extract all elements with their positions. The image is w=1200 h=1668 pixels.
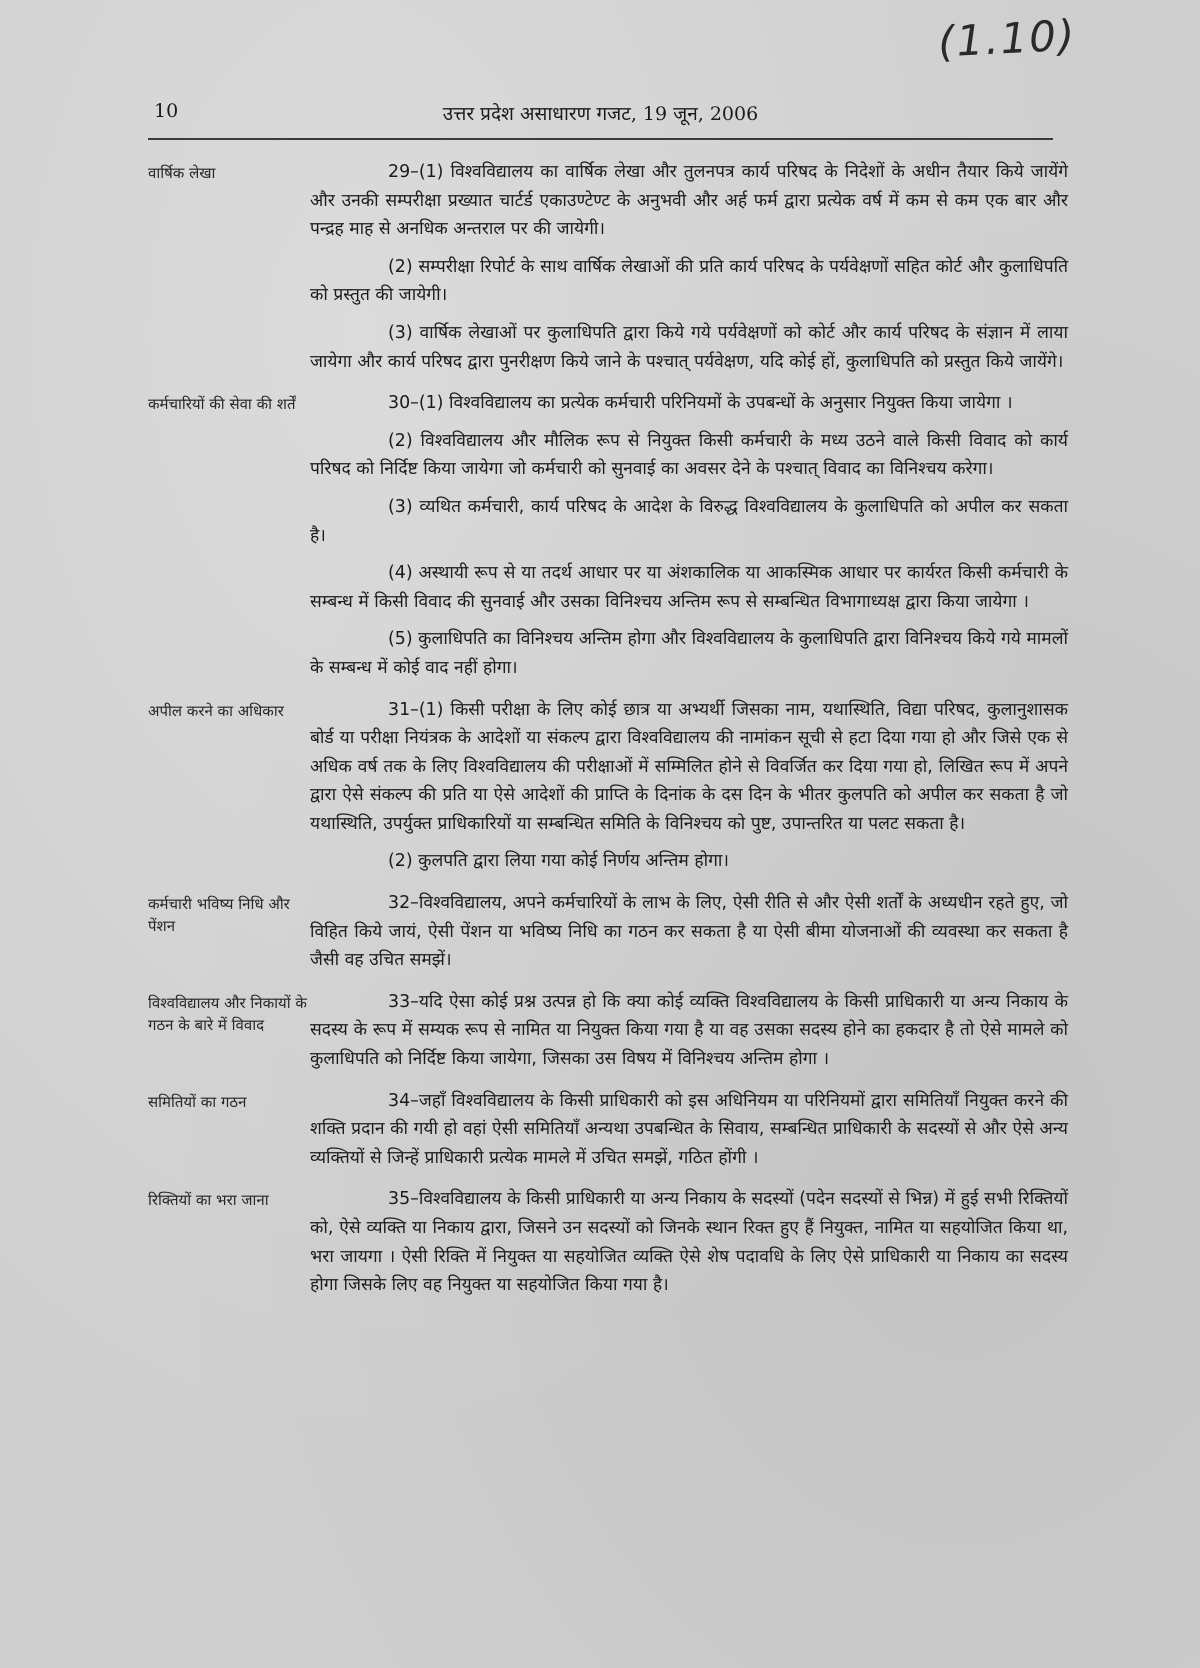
gazette-title: उत्तर प्रदेश असाधारण गजट, 19 जून, 2006 xyxy=(442,103,759,125)
paragraph: 33–यदि ऐसा कोई प्रश्न उत्पन्न हो कि क्या कोई व्यक्ति विश्वविद्यालय के किसी प्राधिकारी या अन्य निकाय के सदस्य के रूप में सम्यक रूप से नामित या नियुक्त किया गया है या वह उसका सदस्य होने का हकदार है तो ऐसे मामले को कुलाधिपति को निर्दिष्ट किया जायेगा, जिसका उस विषय में विनिश्चय अन्तिम होगा । xyxy=(310,991,1068,1070)
margin-note-service-conditions: कर्मचारियों की सेवा की शर्तें xyxy=(148,395,296,414)
paragraph: 35–विश्वविद्यालय के किसी प्राधिकारी या अन्य निकाय के सदस्यों (पदेन सदस्यों से भिन्न) में हुई सभी रिक्तियों को, ऐसे व्यक्ति या निकाय द्वारा, जिसने उन सदस्यों को जिनके स्थान रिक्त हुए हैं नियुक्त, नामित या सहयोजित किया था, भरा जायगा । ऐसी रिक्ति में नियुक्त या सहयोजित व्यक्ति ऐसे शेष पदावधि के लिए ऐसे प्राधिकारी या निकाय का सदस्य होगा जिसके लिए वह नियुक्त या सहयोजित किया गया है। xyxy=(310,1189,1068,1296)
paragraph: 30–(1) विश्वविद्यालय का प्रत्येक कर्मचारी परिनियमों के उपबन्धों के अनुसार नियुक्त किया जायेगा । xyxy=(388,393,1013,414)
paragraph: 31–(1) किसी परीक्षा के लिए कोई छात्र या अभ्यर्थी जिसका नाम, यथास्थिति, विद्या परिषद, कुलानुशासक बोर्ड या परीक्षा नियंत्रक के आदेशों या संकल्प द्वारा विश्वविद्यालय की नामांकन सूची से हटा दिया गया हो और जिसे एक से अधिक वर्ष तक के लिए विश्वविद्यालय की परीक्षाओं में सम्मिलित होने से विवर्जित कर दिया गया हो, लिखित रूप में अपने द्वारा ऐसे संकल्प की प्रति या ऐसे आदेशों की प्राप्ति के दिनांक के दस दिन के भीतर कुलपति को अपील कर सकता है जो यथास्थिति, उपर्युक्त प्राधिकारियों या सम्बन्धित समिति के विनिश्चय को पुष्ट, उपान्तरित या पलट सकता है। xyxy=(310,699,1068,834)
margin-note-right-to-appeal: अपील करने का अधिकार xyxy=(148,701,284,720)
paragraph: (3) व्यथित कर्मचारी, कार्य परिषद के आदेश के विरुद्ध विश्वविद्यालय के कुलाधिपति को अपील कर सकता है। xyxy=(310,496,1068,546)
margin-note-annual-accounts: वार्षिक लेखा xyxy=(148,164,216,182)
section-body xyxy=(310,889,1068,984)
page-header xyxy=(148,98,1053,140)
section-body xyxy=(310,988,1068,1083)
paragraph: (2) विश्वविद्यालय और मौलिक रूप से नियुक्त किसी कर्मचारी के मध्य उठने वाले किसी विवाद को कार्य परिषद को निर्दिष्ट किया जायेगा जो कर्मचारी को सुनवाई का अवसर देने के पश्चात् विवाद का विनिश्चय करेगा। xyxy=(310,430,1068,480)
paragraph: (2) सम्परीक्षा रिपोर्ट के साथ वार्षिक लेखाओं की प्रति कार्य परिषद के पर्यवेक्षणों सहित कोर्ट और कुलाधिपति को प्रस्तुत की जायेगी। xyxy=(310,256,1068,306)
paragraph: 29–(1) विश्वविद्यालय का वार्षिक लेखा और तुलनपत्र कार्य परिषद के निदेशों के अधीन तैयार किये जायेंगे और उनकी सम्परीक्षा प्रख्यात चार्टर्ड एकाउण्टेण्ट के अनुभवी और अर्ह फर्म द्वारा प्रत्येक वर्ष में कम से कम एक बार और पन्द्रह माह से अनधिक अन्तराल पर की जायेगी। xyxy=(310,162,1068,240)
section-31 xyxy=(148,696,1068,886)
section-body xyxy=(310,158,1068,385)
section-33 xyxy=(148,988,1068,1083)
section-30 xyxy=(148,389,1068,691)
paragraph: 34–जहाँ विश्वविद्यालय के किसी प्राधिकारी को इस अधिनियम या परिनियमों द्वारा समितियाँ नियुक्त करने की शक्ति प्रदान की गयी हो वहां ऐसी समितियाँ अन्यथा उपबन्धित के सिवाय, सम्बन्धित प्राधिकारी के सदस्यों से और ऐसे अन्य व्यक्तियों से जिन्हें प्राधिकारी प्रत्येक मामले में उचित समझें, गठित होंगी । xyxy=(310,1090,1068,1168)
paragraph: (3) वार्षिक लेखाओं पर कुलाधिपति द्वारा किये गये पर्यवेक्षणों को कोर्ट और कार्य परिषद के संज्ञान में लाया जायेगा और कार्य परिषद द्वारा पुनरीक्षण किये जाने के पश्चात् पर्यवेक्षण, यदि कोई हों, कुलाधिपति को प्रस्तुत किये जायेंगे। xyxy=(310,322,1068,372)
paragraph: 32–विश्वविद्यालय, अपने कर्मचारियों के लाभ के लिए, ऐसी रीति से और ऐसी शर्तों के अध्यधीन रहते हुए, जो विहित किये जायं, ऐसी पेंशन या भविष्य निधि का गठन कर सकता है या ऐसी बीमा योजनाओं की व्यवस्था कर सकता है जैसी वह उचित समझें। xyxy=(310,893,1068,971)
section-body xyxy=(310,696,1068,886)
paragraph: (4) अस्थायी रूप से या तदर्थ आधार पर या अंशकालिक या आकस्मिक आधार पर कार्यरत किसी कर्मचारी के सम्बन्ध में किसी विवाद की सुनवाई और उसका विनिश्चय अन्तिम रूप से सम्बन्धित विभागाध्यक्ष द्वारा किया जायेगा । xyxy=(310,563,1068,612)
paragraph: (5) कुलाधिपति का विनिश्चय अन्तिम होगा और विश्वविद्यालय के कुलाधिपति द्वारा विनिश्चय किये गये मामलों के सम्बन्ध में कोई वाद नहीं होगा। xyxy=(310,629,1068,678)
section-32 xyxy=(148,889,1068,984)
section-29 xyxy=(148,158,1068,385)
margin-note-vacancies: रिक्तियों का भरा जाना xyxy=(148,1191,269,1210)
paragraph: (2) कुलपति द्वारा लिया गया कोई निर्णय अन्तिम होगा। xyxy=(388,851,729,872)
handwritten-annotation: (1.10) xyxy=(936,10,1078,67)
margin-note-constitution-disputes: विश्वविद्यालय और निकायों के गठन के बारे में विवाद xyxy=(148,993,307,1034)
margin-note-provident-fund: कर्मचारी भविष्य निधि और पेंशन xyxy=(148,895,290,936)
document-body xyxy=(148,158,1068,1309)
section-body xyxy=(310,1185,1068,1308)
section-35 xyxy=(148,1185,1068,1308)
margin-note-committees: समितियों का गठन xyxy=(148,1092,247,1111)
section-34 xyxy=(148,1087,1068,1182)
section-body xyxy=(310,1087,1068,1182)
page-number: 10 xyxy=(154,100,179,122)
section-body xyxy=(310,389,1068,691)
